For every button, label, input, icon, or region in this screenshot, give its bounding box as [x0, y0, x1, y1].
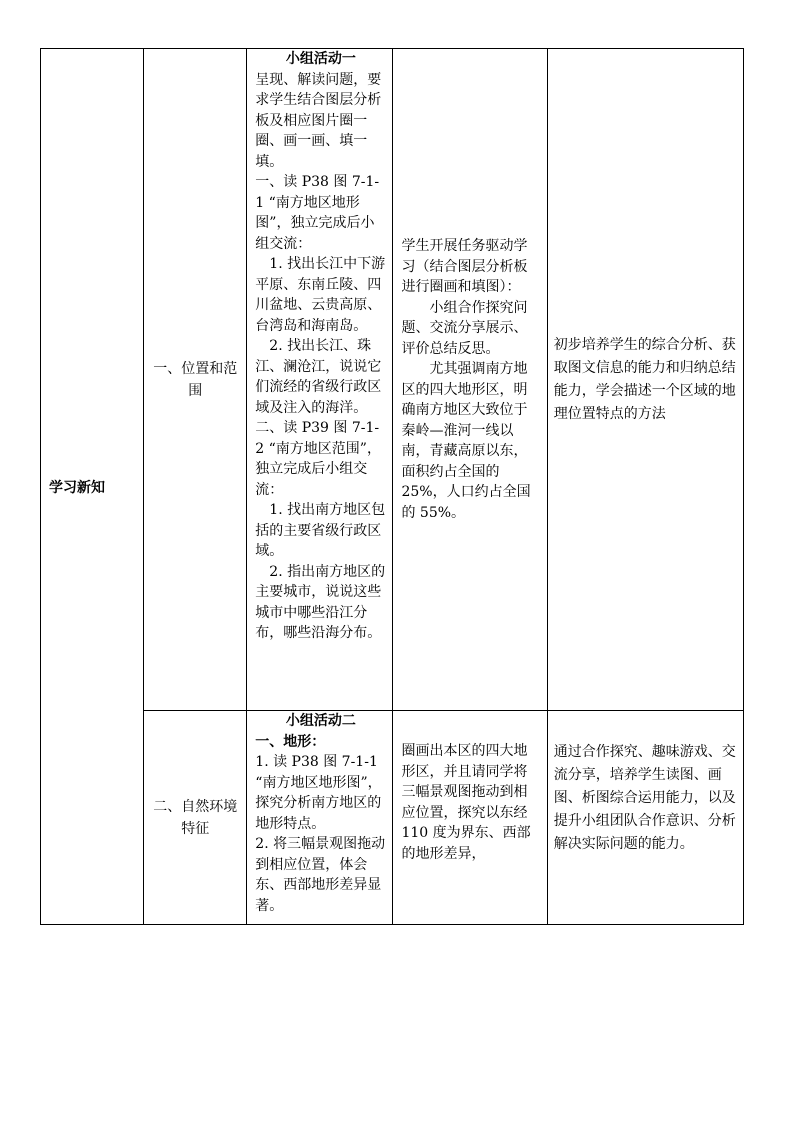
- teacher-activity-cell: [247, 711, 393, 925]
- activity-title: 小组活动一: [285, 51, 356, 67]
- activity-line: 二、读 P39 图 7-1-2 “南方地区范围”，独立完成后小组交流：: [255, 420, 381, 498]
- lesson-plan-table: [40, 48, 744, 925]
- table-row: [41, 711, 744, 925]
- purpose-text: 初步培养学生的综合分析、获取图文信息的能力和归纳总结能力，学会描述一个区域的地理位置特点的方法: [553, 336, 736, 422]
- teacher-activity-cell: [247, 49, 393, 711]
- subsection-title: 二、自然环境特征: [153, 798, 238, 837]
- activity-line: 1. 读 P38 图 7-1-1 “南方地区地形图”，探究分析南方地区的地形特点。: [255, 754, 382, 832]
- student-activity-cell: [393, 711, 547, 925]
- table-row: [41, 49, 744, 711]
- subsection-cell: [144, 49, 247, 711]
- student-line: 小组合作探究问题、交流分享展示、评价总结反思。: [401, 299, 528, 357]
- activity-line: 2. 指出南方地区的主要城市，说说这些城市中哪些沿江分布，哪些沿海分布。: [255, 563, 386, 641]
- activity-line: 1. 找出南方地区包括的主要省级行政区域。: [255, 502, 386, 559]
- design-purpose-cell: [547, 711, 743, 925]
- student-line: 尤其强调南方地区的四大地形区，明确南方地区大致位于秦岭—淮河一线以南，青藏高原以东，面积约占全国的 25%，人口约占全国的 55%。: [401, 361, 531, 521]
- subsection-cell: [144, 711, 247, 925]
- subsection-title: 一、位置和范围: [153, 360, 238, 399]
- activity-line: 一、读 P38 图 7-1-1 “南方地区地形图”，独立完成后小组交流：: [255, 174, 380, 252]
- section-label-cell: [41, 49, 144, 925]
- student-line: 学生开展任务驱动学习（结合图层分析板进行圈画和填图）：: [401, 238, 528, 295]
- activity-subtitle: 一、地形：: [255, 733, 326, 750]
- design-purpose-cell: [547, 49, 743, 711]
- activity-line: 2. 找出长江、珠江、澜沧江，说说它们流经的省级行政区域及注入的海洋。: [255, 338, 382, 416]
- section-label: 学习新知: [49, 479, 105, 496]
- student-activity-cell: [393, 49, 547, 711]
- student-line: 圈画出本区的四大地形区，并且请同学将三幅景观图拖动到相应位置，探究以东经 110 度为界东、西部的地形差异，: [401, 743, 531, 862]
- purpose-text: 通过合作探究、趣味游戏、交流分享，培养学生读图、画图、析图综合运用能力，以及提升小组团队合作意识、分析解决实际问题的能力。: [553, 744, 736, 852]
- activity-title: 小组活动二: [285, 713, 356, 729]
- activity-line: 2. 将三幅景观图拖动到相应位置，体会东、西部地形差异显著。: [255, 836, 386, 914]
- activity-line: 呈现、解读问题，要求学生结合图层分析板及相应图片圈一圈、画一画、填一填。: [255, 71, 382, 170]
- activity-line: 1. 找出长江中下游平原、东南丘陵、四川盆地、云贵高原、台湾岛和海南岛。: [255, 256, 386, 334]
